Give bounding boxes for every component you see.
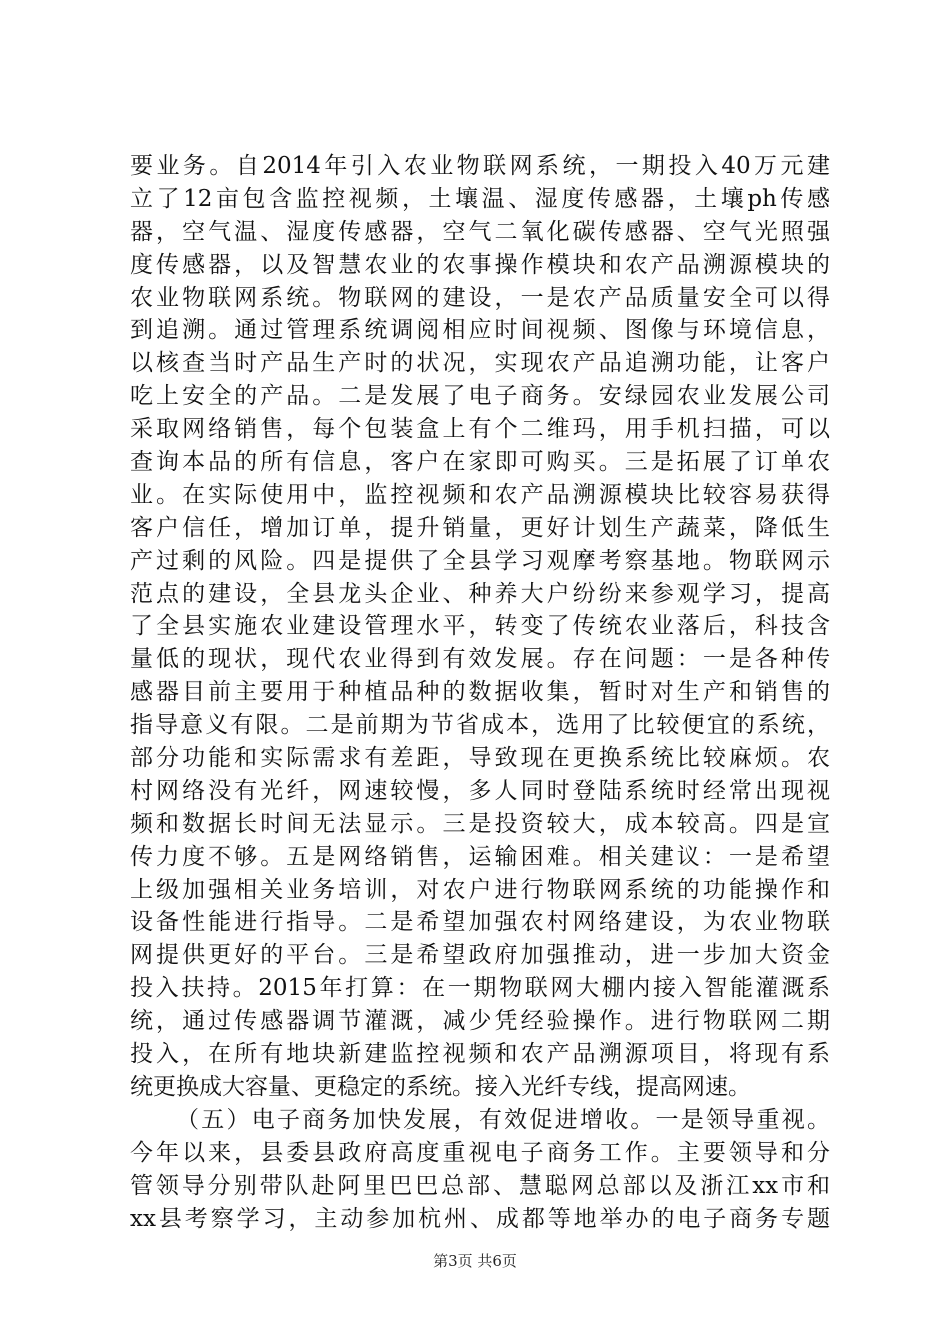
- text-line: 业。在实际使用中，监控视频和农产品溯源模块比较容易获得: [130, 481, 830, 508]
- text-line: 器，空气温、湿度传感器，空气二氧化碳传感器、空气光照强: [130, 218, 830, 245]
- text-line: 部分功能和实际需求有差距，导致现在更换系统比较麻烦。农: [130, 745, 830, 772]
- text-line: 上级加强相关业务培训，对农户进行物联网系统的功能操作和: [130, 876, 830, 903]
- text-line: 吃上安全的产品。二是发展了电子商务。安绿园农业发展公司: [130, 383, 830, 410]
- text-line: 以核查当时产品生产时的状况，实现农产品追溯功能，让客户: [130, 350, 830, 377]
- text-line: 今年以来，县委县政府高度重视电子商务工作。主要领导和分: [130, 1139, 830, 1166]
- text-line: 设备性能进行指导。二是希望加强农村网络建设，为农业物联: [130, 909, 830, 936]
- text-line: 范点的建设，全县龙头企业、种养大户纷纷来参观学习，提高: [130, 580, 830, 607]
- text-line: 立了12亩包含监控视频，土壤温、湿度传感器，土壤ph传感: [130, 185, 830, 212]
- text-line: 查询本品的所有信息，客户在家即可购买。三是拓展了订单农: [130, 449, 830, 476]
- text-line: 了全县实施农业建设管理水平，转变了传统农业落后，科技含: [130, 613, 830, 640]
- text-line: 村网络没有光纤，网速较慢，多人同时登陆系统时经常出现视: [130, 777, 830, 804]
- text-line: 传力度不够。五是网络销售，运输困难。相关建议：一是希望: [130, 843, 830, 870]
- text-line: 统，通过传感器调节灌溉，减少凭经验操作。进行物联网二期: [130, 1008, 830, 1035]
- text-line: 管领导分别带队赴阿里巴巴总部、慧聪网总部以及浙江xx市和: [130, 1172, 830, 1199]
- text-line: xx县考察学习，主动参加杭州、成都等地举办的电子商务专题: [130, 1205, 830, 1232]
- section-heading-line: （五）电子商务加快发展，有效促进增收。一是领导重视。: [176, 1106, 830, 1133]
- body-text: [130, 150, 830, 1235]
- text-line: 指导意义有限。二是前期为节省成本，选用了比较便宜的系统，: [130, 712, 830, 739]
- text-line: 采取网络销售，每个包装盒上有个二维玛，用手机扫描，可以: [130, 416, 830, 443]
- text-line: 度传感器，以及智慧农业的农事操作模块和农产品溯源模块的: [130, 251, 830, 278]
- text-line: 投入，在所有地块新建监控视频和农产品溯源项目，将现有系: [130, 1041, 830, 1068]
- text-line: 客户信任，增加订单，提升销量，更好计划生产蔬菜，降低生: [130, 514, 830, 541]
- text-line: 产过剩的风险。四是提供了全县学习观摩考察基地。物联网示: [130, 547, 830, 574]
- text-line: 投入扶持。2015年打算：在一期物联网大棚内接入智能灌溉系: [130, 975, 830, 1002]
- text-line: 农业物联网系统。物联网的建设，一是农产品质量安全可以得: [130, 284, 830, 311]
- text-line: 网提供更好的平台。三是希望政府加强推动，进一步加大资金: [130, 942, 830, 969]
- text-line: 频和数据长时间无法显示。三是投资较大，成本较高。四是宣: [130, 810, 830, 837]
- text-line: 量低的现状，现代农业得到有效发展。存在问题：一是各种传: [130, 646, 830, 673]
- text-line: 要业务。自2014年引入农业物联网系统，一期投入40万元建: [130, 153, 830, 179]
- text-line: 感器目前主要用于种植品种的数据收集，暂时对生产和销售的: [130, 679, 830, 706]
- text-line: 到追溯。通过管理系统调阅相应时间视频、图像与环境信息，: [130, 317, 830, 344]
- page-footer: 第3页 共6页: [433, 1252, 517, 1270]
- paragraph-end-line: 统更换成大容量、更稳定的系统。接入光纤专线，提高网速。: [130, 1073, 751, 1100]
